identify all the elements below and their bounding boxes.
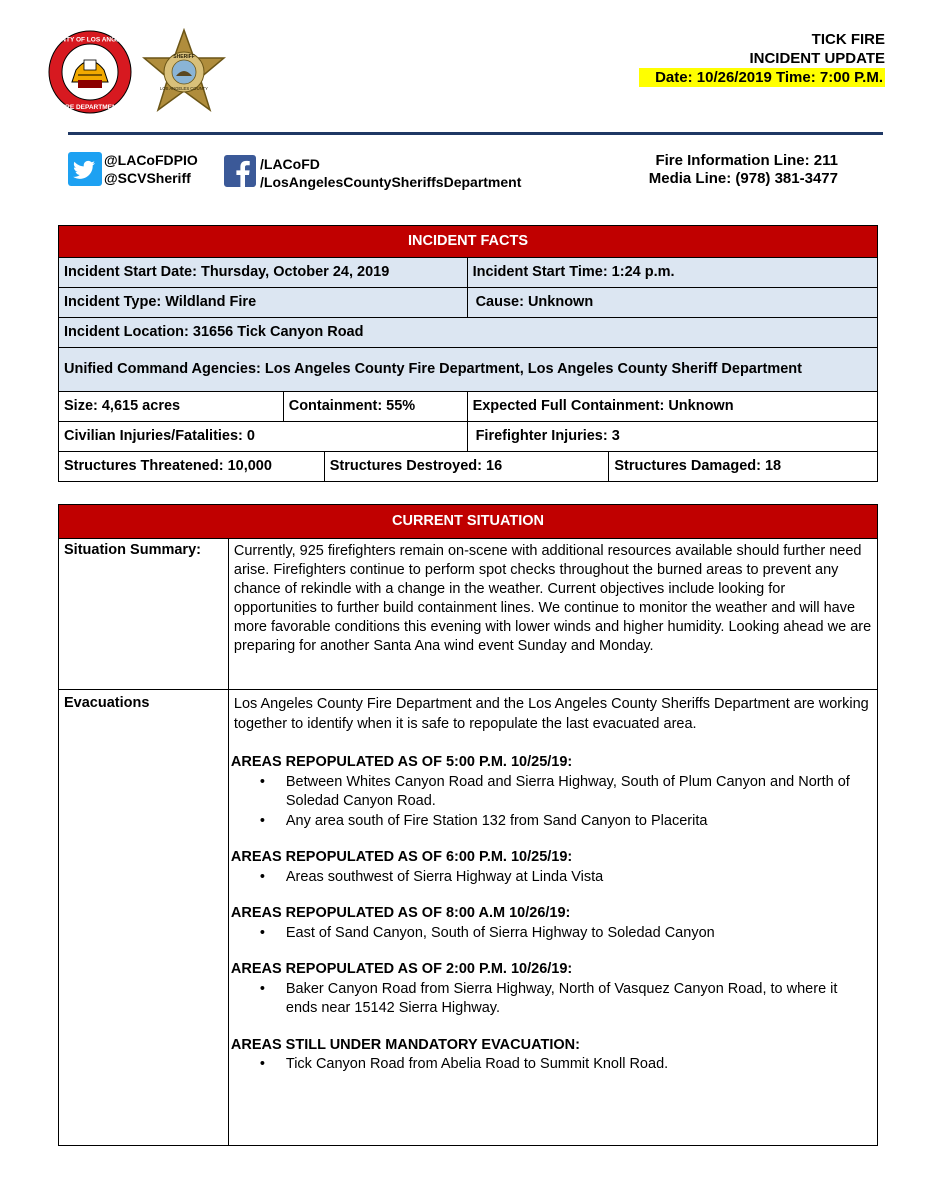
svg-text:COUNTY OF LOS ANGELES: COUNTY OF LOS ANGELES [48, 36, 132, 44]
fire-name: TICK FIRE [811, 31, 885, 48]
twitter-handles [104, 151, 198, 187]
structures-destroyed: Structures Destroyed: 16 [324, 452, 609, 482]
phone-lines [649, 152, 838, 188]
facebook-pages [260, 155, 521, 191]
incident-location: Incident Location: 31656 Tick Canyon Road [59, 318, 878, 348]
area-heading: AREAS REPOPULATED AS OF 5:00 P.M. 10/25/19: [230, 754, 573, 770]
facebook-page-sheriff[interactable]: /LosAngelesCountySheriffsDepartment [260, 174, 522, 190]
current-situation-heading: CURRENT SITUATION [59, 505, 878, 539]
sheriff-logo [142, 28, 226, 120]
incident-start-date: Incident Start Date: Thursday, October 24, 2019 [59, 258, 468, 288]
evacuations-label: Evacuations [59, 690, 229, 1146]
area-list [234, 868, 872, 888]
twitter-icon [68, 152, 102, 186]
incident-facts-heading: INCIDENT FACTS [59, 226, 878, 258]
twitter-handle-lacofdpio[interactable]: @LACoFDPIO [104, 152, 198, 168]
media-line: Media Line: (978) 381-3477 [648, 170, 838, 187]
unified-command-agencies: Unified Command Agencies: Los Angeles County Fire Department, Los Angeles County Sheriff Department [59, 348, 878, 392]
evacuations-content [228, 690, 877, 1146]
containment: Containment: 55% [283, 392, 467, 422]
incident-cause: Cause: Unknown [467, 288, 877, 318]
area-item: • Any area south of Fire Station 132 from Sand Canyon to Placerita [286, 812, 872, 832]
current-situation-table [58, 504, 878, 1146]
header-divider [68, 132, 883, 135]
sheriff-star-icon [142, 28, 226, 120]
fire-information-line: Fire Information Line: 211 [655, 152, 838, 169]
area-list [234, 924, 872, 944]
facebook-page-lacofd[interactable]: /LACoFD [260, 156, 320, 172]
area-heading: AREAS REPOPULATED AS OF 6:00 P.M. 10/25/19: [230, 849, 573, 865]
structures-damaged: Structures Damaged: 18 [609, 452, 878, 482]
situation-summary-label: Situation Summary: [59, 539, 229, 690]
facebook-icon [224, 155, 256, 187]
structures-threatened: Structures Threatened: 10,000 [59, 452, 325, 482]
lacofd-logo [48, 30, 132, 114]
area-item: • Tick Canyon Road from Abelia Road to Summit Knoll Road. [286, 1055, 872, 1075]
fire-size: Size: 4,615 acres [59, 392, 284, 422]
svg-text:SHERIFF: SHERIFF [173, 54, 195, 60]
firefighter-injuries: Firefighter Injuries: 3 [467, 422, 877, 452]
area-item: • East of Sand Canyon, South of Sierra Highway to Soledad Canyon [286, 924, 872, 944]
update-label: INCIDENT UPDATE [749, 50, 885, 67]
incident-facts-table [58, 225, 878, 482]
twitter-handle-scvsheriff[interactable]: @SCVSheriff [104, 170, 191, 186]
area-heading: AREAS REPOPULATED AS OF 2:00 P.M. 10/26/19: [230, 961, 573, 977]
area-list [234, 1055, 872, 1075]
area-heading: AREAS STILL UNDER MANDATORY EVACUATION: [230, 1036, 580, 1053]
civilian-injuries: Civilian Injuries/Fatalities: 0 [59, 422, 468, 452]
incident-start-time: Incident Start Time: 1:24 p.m. [467, 258, 877, 288]
area-item: • Baker Canyon Road from Sierra Highway, North of Vasquez Canyon Road, to where it ends near 15142 Sierra Highway. [286, 980, 872, 1019]
svg-text:FIRE DEPARTMENT: FIRE DEPARTMENT [59, 104, 121, 111]
evacuations-intro: Los Angeles County Fire Department and the Los Angeles County Sheriffs Department are working together to identify when it is safe to repopulate the last evacuated area. [233, 696, 869, 732]
expected-full-containment: Expected Full Containment: Unknown [467, 392, 877, 422]
incident-type: Incident Type: Wildland Fire [59, 288, 468, 318]
area-item: • Between Whites Canyon Road and Sierra Highway, South of Plum Canyon and North of Soledad Canyon Road. [286, 773, 872, 812]
date-time-highlight: Date: 10/26/2019 Time: 7:00 P.M. [639, 68, 885, 87]
svg-text:LOS ANGELES COUNTY: LOS ANGELES COUNTY [160, 86, 208, 91]
area-list [234, 980, 872, 1019]
situation-summary-text: Currently, 925 firefighters remain on-scene with additional resources available should further need arise. Firefighters continue to perform spot checks throughout the burned areas to prevent any chance of rekindle with a change in the weather. Current objectives include looking for opportunities to further build containment lines. We continue to monitor the weather and will have more favorable conditions this evening with lower winds and higher humidity. Looking ahead we are preparing for another Santa Ana wind event Sunday and Monday. [228, 539, 877, 690]
lacofd-seal-icon [48, 30, 132, 114]
document-header [639, 30, 885, 87]
area-item: • Areas southwest of Sierra Highway at Linda Vista [286, 868, 872, 888]
area-list [234, 773, 872, 832]
area-heading: AREAS REPOPULATED AS OF 8:00 A.M 10/26/19: [230, 905, 571, 921]
